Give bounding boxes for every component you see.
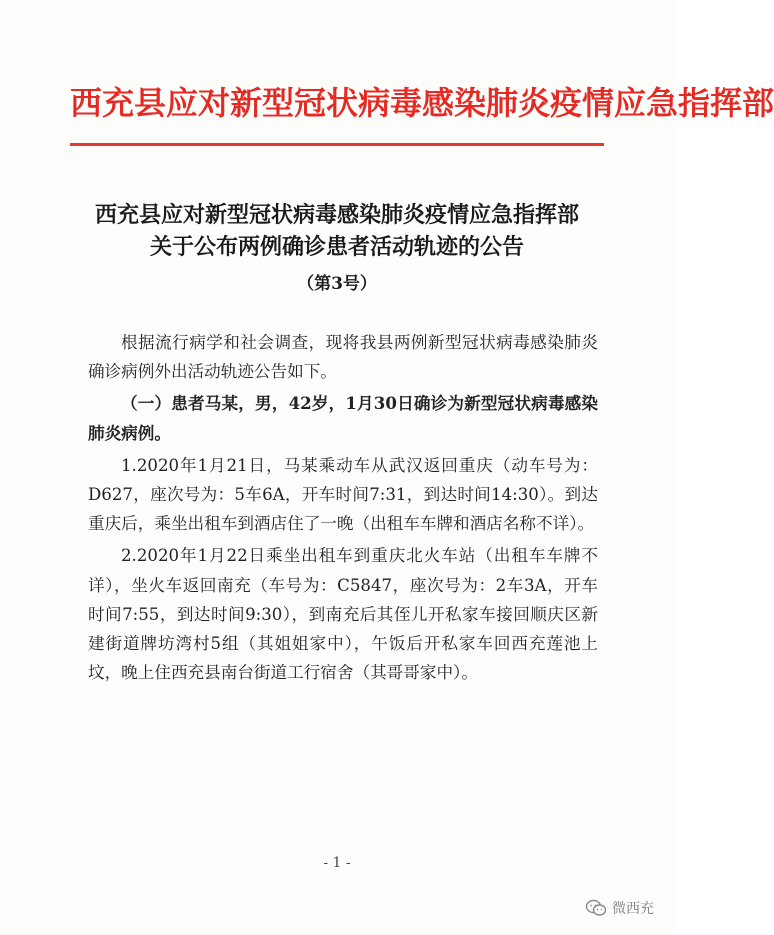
page-number: - 1 -	[323, 855, 351, 871]
title-line-2: 关于公布两例确诊患者活动轨迹的公告	[149, 234, 524, 260]
item-2-paragraph: 2.2020年1月22日乘坐出租车到重庆北火车站（出租车车牌不详），坐火车返回南充（车号为：C5847，座次号为：2车3A，开车时间7:55，到达时间9:30），到南充后其侄儿开私家车接回顺庆区新建街道牌坊湾村5组（其姐姐家中），午饭后开私家车回西充莲池上坟，晚上住西充县南台街道工行宿舍（其哥哥家中）。	[88, 546, 598, 683]
title-line-1: 西充县应对新型冠状病毒感染肺炎疫情应急指挥部	[94, 202, 579, 228]
announcement-title	[60, 199, 614, 263]
item-1-paragraph: 1.2020年1月21日，马某乘动车从武汉返回重庆（动车号为：D627，座次号为：5车6A，开车时间7:31，到达时间14:30）。到达重庆后，乘坐出租车到酒店住了一晚（出租车车牌和酒店名称不详）。	[88, 455, 598, 534]
letterhead-title: 西充县应对新型冠状病毒感染肺炎疫情应急指挥部	[70, 84, 774, 122]
section-heading: （一）患者马某，男，42岁，1月30日确诊为新型冠状病毒感染肺炎病例。	[88, 393, 598, 443]
intro-paragraph: 根据流行病学和社会调查，现将我县两例新型冠状病毒感染肺炎确诊病例外出活动轨迹公告如下。	[88, 333, 598, 382]
wechat-watermark	[585, 898, 654, 918]
wechat-icon	[585, 899, 607, 917]
red-divider	[70, 143, 604, 146]
document-number: （第3号）	[297, 274, 377, 294]
document-body	[88, 328, 598, 687]
watermark-text: 微西充	[612, 901, 654, 917]
